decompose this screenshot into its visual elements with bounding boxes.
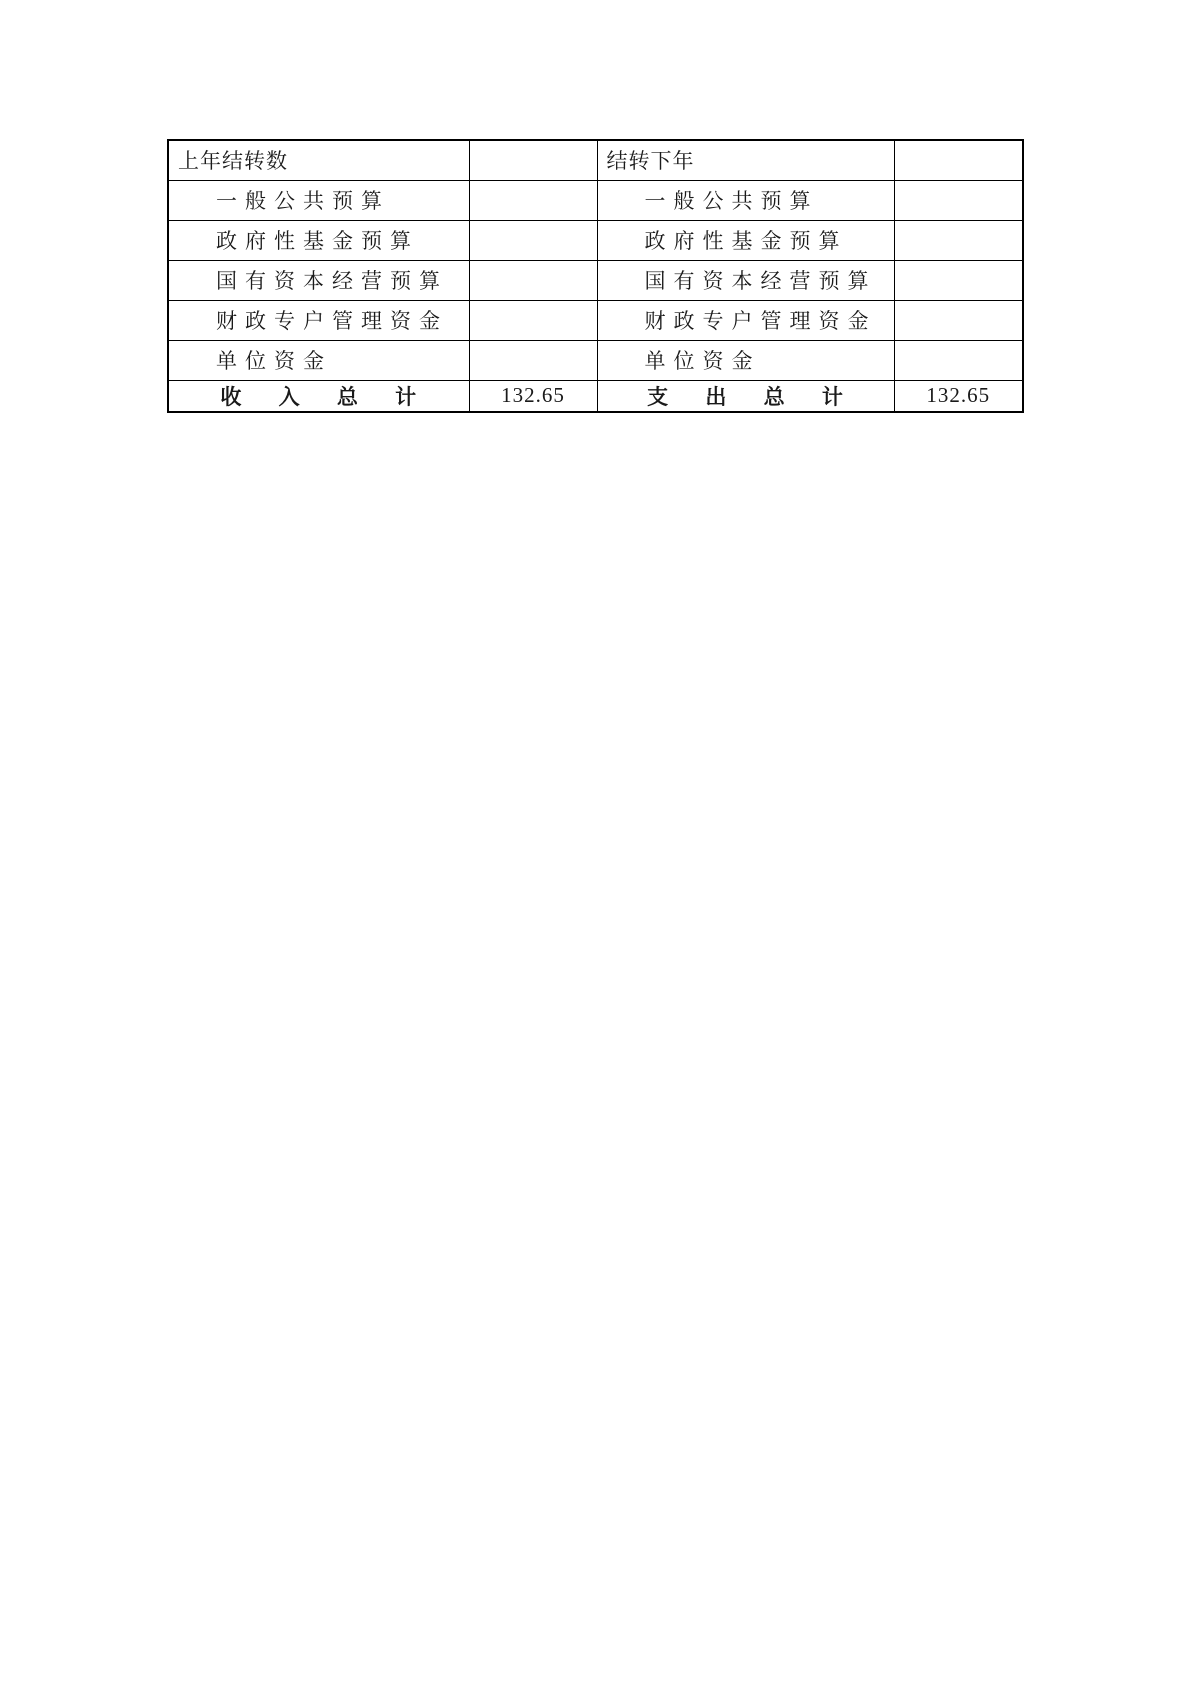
government-fund-budget-right-value (894, 220, 1023, 260)
general-public-budget-right-value (894, 180, 1023, 220)
prev-year-carryover-label: 上年结转数 (168, 140, 469, 180)
unit-funds-left-value (469, 340, 597, 380)
state-capital-budget-left-label: 国有资本经营预算 (168, 260, 469, 300)
carryover-summary-table (167, 139, 1024, 413)
unit-funds-right-label: 单位资金 (597, 340, 894, 380)
table-row (168, 140, 1023, 180)
totals-row (168, 380, 1023, 412)
table-row (168, 220, 1023, 260)
unit-funds-left-label: 单位资金 (168, 340, 469, 380)
general-public-budget-right-label: 一般公共预算 (597, 180, 894, 220)
table-row (168, 180, 1023, 220)
state-capital-budget-right-value (894, 260, 1023, 300)
fiscal-special-account-right-value (894, 300, 1023, 340)
expenditure-total-label: 支 出 总 计 (597, 380, 894, 412)
next-year-carryover-label: 结转下年 (597, 140, 894, 180)
income-total-label: 收 入 总 计 (168, 380, 469, 412)
next-year-carryover-value (894, 140, 1023, 180)
table-row (168, 260, 1023, 300)
unit-funds-right-value (894, 340, 1023, 380)
prev-year-carryover-value (469, 140, 597, 180)
table-row (168, 340, 1023, 380)
general-public-budget-left-label: 一般公共预算 (168, 180, 469, 220)
table-row (168, 300, 1023, 340)
fiscal-special-account-left-value (469, 300, 597, 340)
fiscal-special-account-right-label: 财政专户管理资金 (597, 300, 894, 340)
general-public-budget-left-value (469, 180, 597, 220)
state-capital-budget-right-label: 国有资本经营预算 (597, 260, 894, 300)
government-fund-budget-left-value (469, 220, 597, 260)
expenditure-total-value: 132.65 (894, 380, 1023, 412)
fiscal-special-account-left-label: 财政专户管理资金 (168, 300, 469, 340)
government-fund-budget-right-label: 政府性基金预算 (597, 220, 894, 260)
government-fund-budget-left-label: 政府性基金预算 (168, 220, 469, 260)
state-capital-budget-left-value (469, 260, 597, 300)
income-total-value: 132.65 (469, 380, 597, 412)
